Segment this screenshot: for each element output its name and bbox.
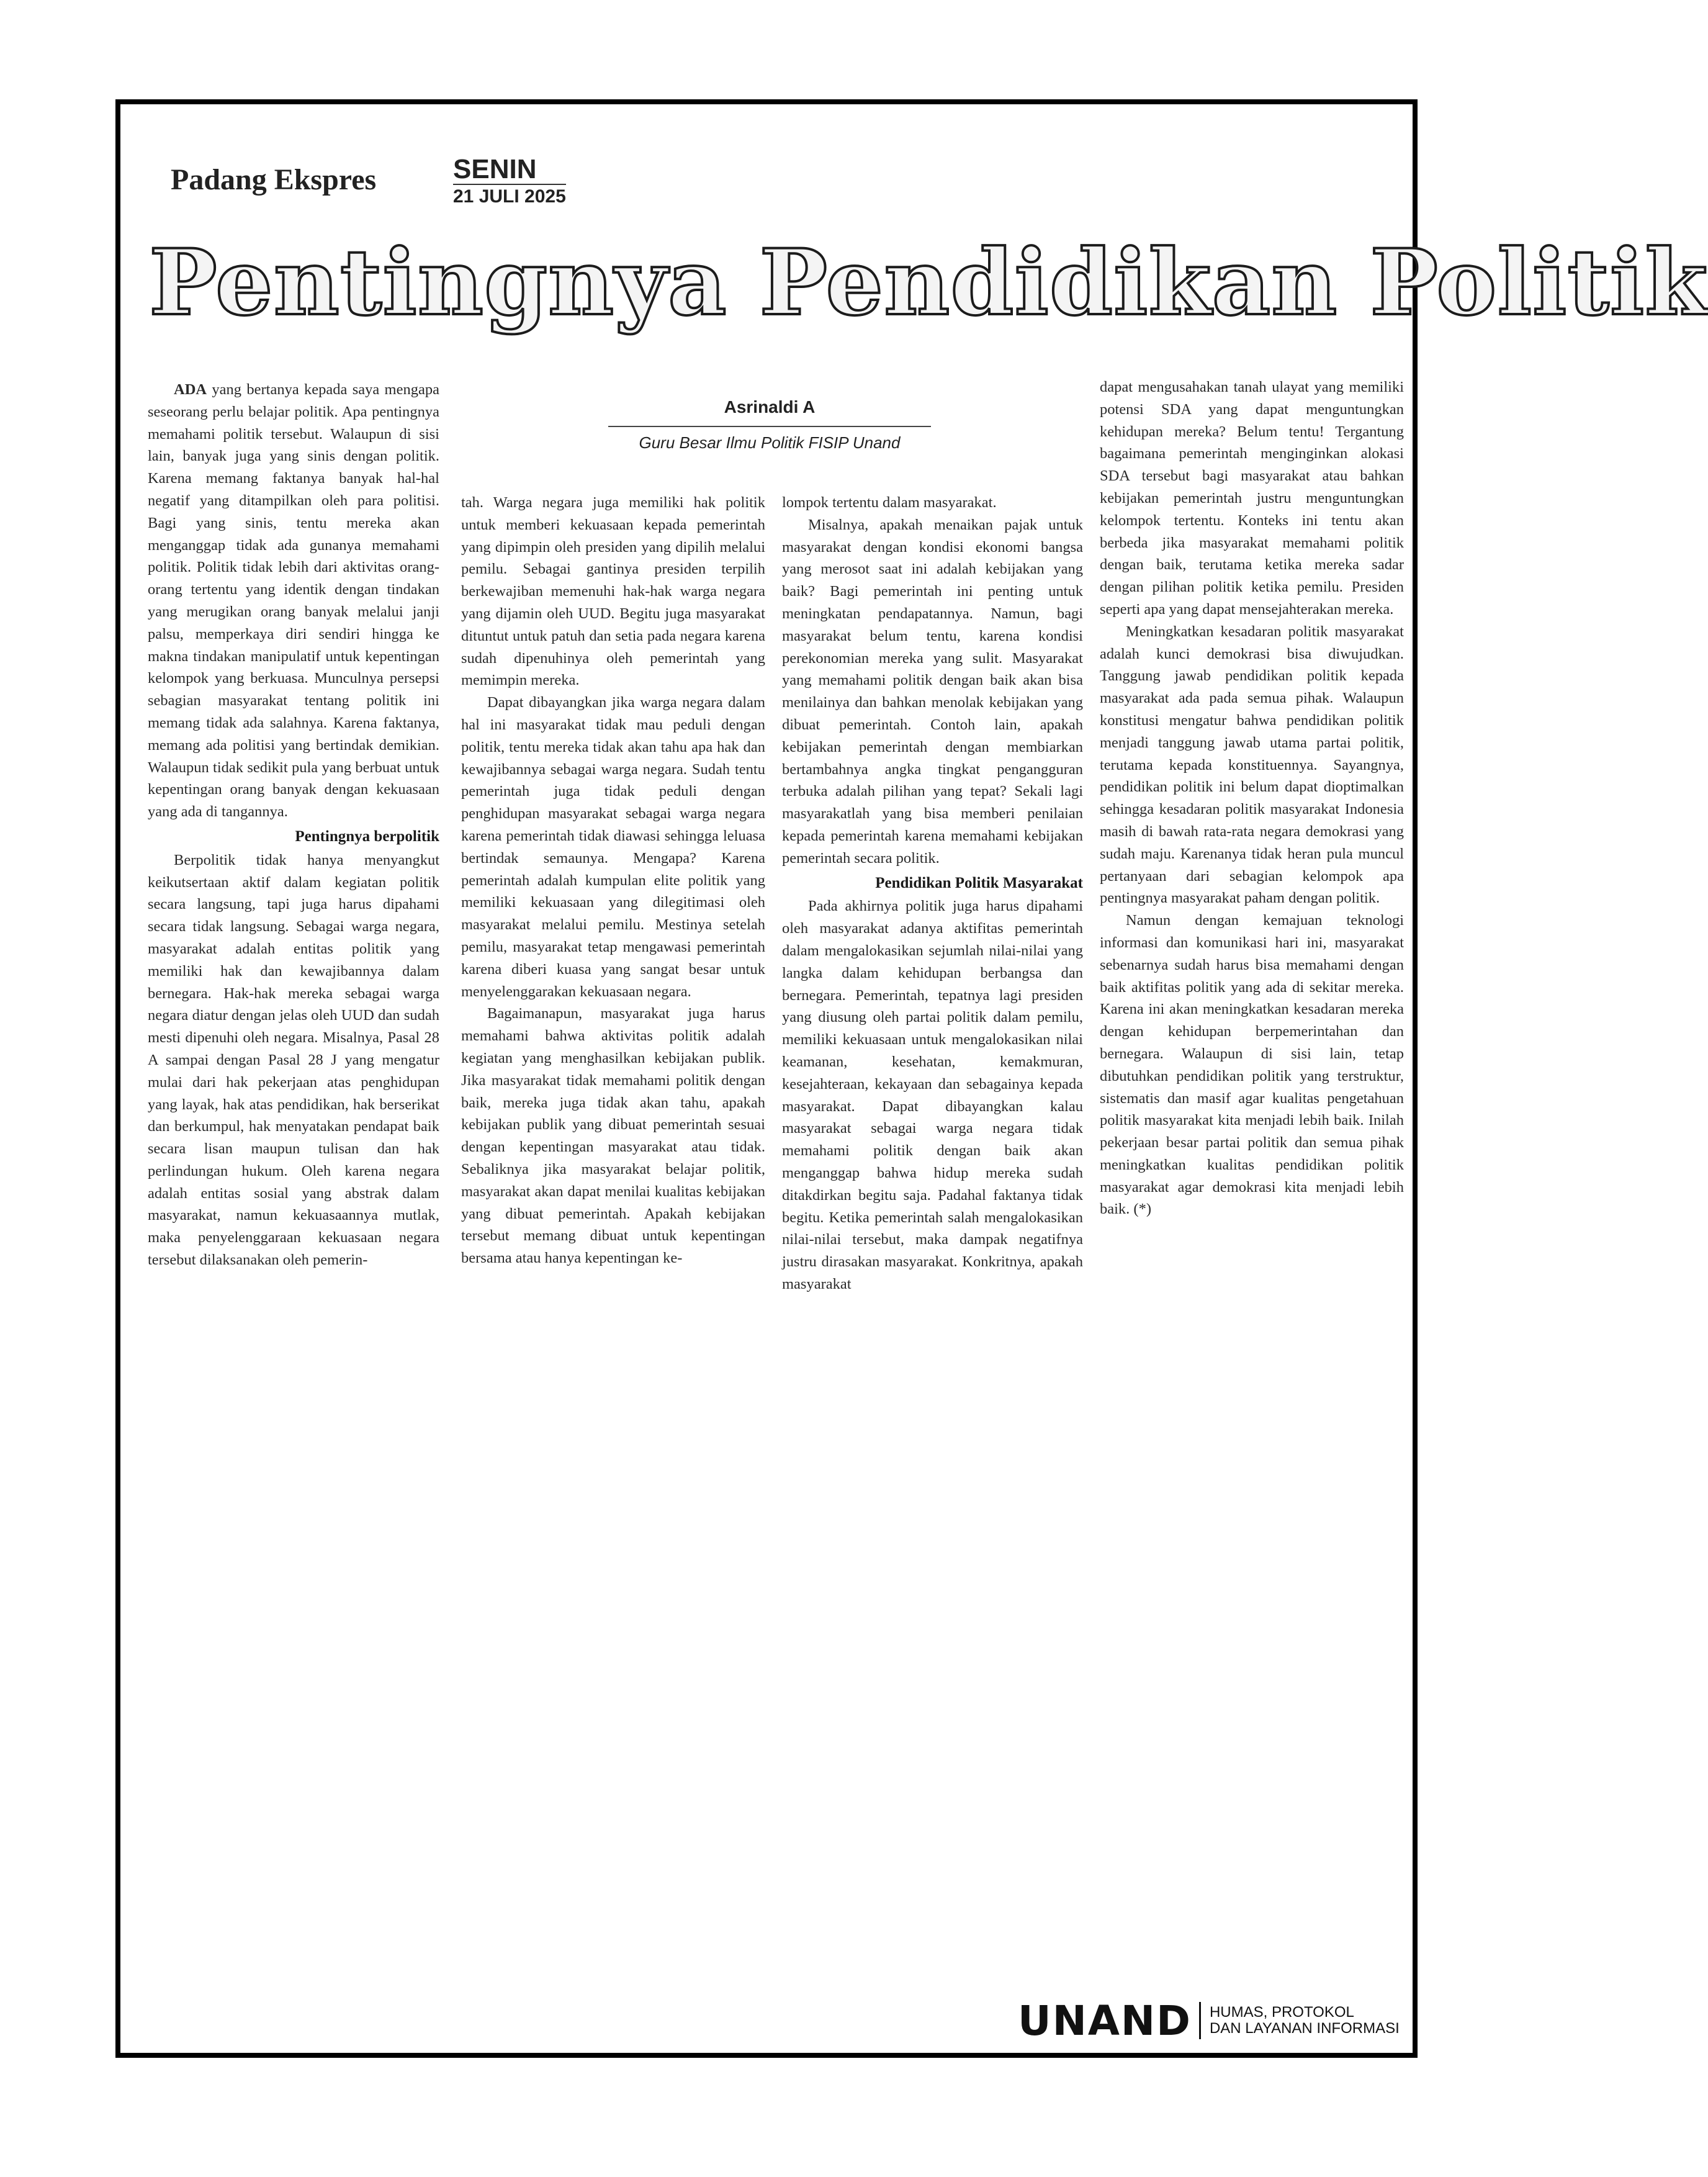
unand-logo: UNAND (1018, 1996, 1192, 2045)
footer-branding (1018, 1996, 1400, 2045)
byline (608, 397, 931, 453)
author-role: Guru Besar Ilmu Politik FISIP Unand (608, 426, 931, 453)
paragraph: Berpolitik tidak hanya menyangkut keikutsertaan aktif dalam kegiatan politik secara langsung, tapi juga harus dipahami secara tidak langsung. Sebagai warga negara, masyarakat adalah entitas politik yang memiliki hak dan kewajibannya dalam bernegara. Hak-hak mereka sebagai warga negara diatur dengan jelas oleh UUD dan sudah mesti dipenuhi oleh negara. Misalnya, Pasal 28 A sampai dengan Pasal 28 J yang mengatur mulai dari hak pekerjaan atas penghidupan yang layak, hak atas pendidikan, hak berserikat dan berkumpul, hak menyatakan pendapat baik secara lisan maupun tulisan dan hak perlindungan hukum. Oleh karena negara adalah entitas sosial yang abstrak dalam masyarakat, namun kekuasaannya mutlak, maka penyelenggaraan kekuasaan negara tersebut dilaksanakan oleh pemerin- (148, 851, 439, 1269)
paragraph: Bagaimanapun, masyarakat juga harus memahami bahwa aktivitas politik adalah kegiatan yang menghasilkan kebijakan publik. Jika masyarakat tidak memahami politik dengan baik, mereka juga tidak akan tahu, apakah kebijakan publik yang dibuat pemerintah sesuai dengan kepentingan masyarakat atau tidak. Sebaliknya jika masyarakat belajar politik, masyarakat akan dapat menilai kualitas kebijakan yang dibuat pemerintah. Apakah kebijakan tersebut memang dibuat untuk kepentingan bersama atau hanya kepentingan ke- (461, 1005, 765, 1267)
footer-divider (1199, 2002, 1201, 2039)
paragraph: Misalnya, apakah menaikan pajak untuk masyarakat dengan kondisi ekonomi bangsa yang merosot saat ini adalah kebijakan yang baik? Bagi pemerintah ini penting untuk meningkatan pendapatannya. Namun, bagi masyarakat belum tentu, karena kondisi perekonomian mereka yang sulit. Masyarakat yang memahami politik dengan baik akan bisa menilainya dan bahkan menolak kebijakan yang dibuat pemerintah. Contoh lain, apakah kebijakan pemerintah dengan membiarkan bertambahnya angka tingkat pengangguran terbuka adalah pilihan yang tepat? Sekali lagi masyarakatlah yang bisa memberi penilaian kepada pemerintah karena memahami kebijakan pemerintah secara politik. (782, 516, 1083, 867)
footer-unit-line1: HUMAS, PROTOKOL (1209, 2004, 1354, 2021)
paragraph: Dapat dibayangkan jika warga negara dalam hal ini masyarakat tidak mau peduli dengan politik, tentu mereka tidak akan tahu apa hak dan kewajibannya sebagai warga negara. Sudah tentu pemerintah juga tidak peduli dengan penghidupan masyarakat sebagai warga negara karena pemerintah tidak diawasi sehingga leluasa bertindak semaunya. Mengapa? Karena pemerintah adalah kumpulan elite politik yang memiliki kekuasaan yang dilegitimasi oleh masyarakat melalui pemilu. Mestinya setelah pemilu, masyarakat tetap mengawasi pemerintah karena diberi kuasa yang sangat besar untuk menyelenggarakan kekuasaan negara. (461, 694, 765, 1000)
paragraph: Meningkatkan kesadaran politik masyarakat adalah kunci demokrasi bisa diwujudkan. Tanggung jawab pendidikan politik kepada masyarakat ada pada semua pihak. Walaupun konstitusi mengatur bahwa pendidikan politik menjadi tanggung jawab utama partai politik, terutama kepada konstituennya. Sayangnya, pendidikan politik ini belum dapat dioptimalkan sehingga kesadaran politik masyarakat Indonesia masih di bawah rata-rata negara demokrasi yang sudah maju. Karenanya tidak heran pula muncul pertanyaan dari sebagian kelompok apa pentingnya masyarakat paham dengan politik. (1100, 623, 1404, 907)
article-column-1 (148, 379, 439, 1271)
headline: Pentingnya Pendidikan Politik (149, 230, 1708, 336)
paragraph: Pada akhirnya politik juga harus dipahami oleh masyarakat adanya aktifitas pemerintah dalam mengalokasikan sejumlah nilai-nilai yang langka dalam kehidupan berbangsa dan bernegara. Pemerintah, tepatnya lagi presiden yang diusung oleh partai politik dalam pemilu, memiliki kekuasaan untuk mengalokasikan nilai keamanan, kesehatan, kemakmuran, kesejahteraan, kekayaan dan sebagainya kepada masyarakat. Dapat dibayangkan kalau masyarakat sebagai warga negara tidak memahami politik dengan baik akan menganggap bahwa hidup mereka sudah ditakdirkan begitu saja. Padahal faktanya tidak begitu. Ketika pemerintah salah mengalokasikan nilai-nilai tersebut, maka dampak negatifnya justru dirasakan masyarakat. Konkritnya, apakah masyarakat (782, 898, 1083, 1292)
paragraph-text: yang bertanya kepada saya mengapa seseorang perlu belajar politik. Apa pentingnya memahami politik tersebut. Walaupun di sisi lain, banyak juga yang sinis dengan politik. Karena memang faktanya banyak hal-hal negatif yang ditampilkan oleh para politisi. Bagi yang sinis, tentu mereka akan menganggap tidak ada gunanya memahami politik. Politik tidak lebih dari aktivitas orang-orang tertentu yang identik dengan tindakan yang merugikan orang banyak melalui janji palsu, memperkaya diri sendiri hingga ke makna tindakan manipulatif untuk kepentingan kelompok yang berkuasa. Munculnya persepsi sebagian masyarakat tentang politik ini memang tidak ada salahnya. Karena faktanya, memang ada politisi yang bertindak demikian. Walaupun tidak sedikit pula yang berbuat untuk kepentingan orang banyak dengan kekuasaan yang ada di tangannya. (148, 381, 439, 821)
date-block (453, 155, 566, 207)
day-label: SENIN (453, 154, 537, 184)
footer-unit (1210, 2004, 1400, 2037)
author-name: Asrinaldi A (724, 397, 816, 417)
article-column-4 (1100, 376, 1404, 1220)
paragraph: Namun dengan kemajuan teknologi informasi dan komunikasi hari ini, masyarakat sebenarnya sudah harus bisa memahami dengan baik aktifitas politik yang ada di sekitar mereka. Karena ini akan meningkatkan kesadaran mereka dengan kehidupan berpemerintahan dan bernegara. Walaupun di sisi lain, tetap dibutuhkan pendidikan politik yang terstruktur, sistematis dan masif agar kualitas pengetahuan politik masyarakat kita menjadi lebih baik. Inilah pekerjaan besar partai politik dan semua pihak meningkatkan kualitas pendidikan politik masyarakat agar demokrasi kita menjadi lebih baik. (*) (1100, 912, 1404, 1218)
publication-name: Padang Ekspres (171, 163, 377, 196)
article-column-3 (782, 492, 1083, 1296)
paragraph: lompok tertentu dalam masyarakat. (782, 494, 997, 511)
date-label: 21 JULI 2025 (453, 184, 566, 207)
article-column-2 (461, 492, 765, 1269)
paragraph: dapat mengusahakan tanah ulayat yang memiliki potensi SDA yang dapat menguntungkan kehidupan mereka? Belum tentu! Tergantung bagaimana pemerintah menginginkan alokasi SDA tersebut bagi masyarakat atau bahkan kebijakan pemerintah justru menguntungkan kelompok tertentu. Konteks ini tentu akan berbeda jika masyarakat memahami politik dengan baik, terutama ketika mereka sadar dengan pilihan politik ketika pemilu. Presiden seperti apa yang dapat mensejahterakan mereka. (1100, 379, 1404, 618)
paragraph: tah. Warga negara juga memiliki hak politik untuk memberi kekuasaan kepada pemerintah yang dipimpin oleh presiden yang dipilih melalui pemilu. Sebagai gantinya presiden terpilih berkewajiban memenuhi hak-hak warga negara yang dijamin oleh UUD. Begitu juga masyarakat dituntut untuk patuh dan setia pada negara karena sudah dipenuhinya oleh pemerintah yang memimpin mereka. (461, 494, 765, 689)
subheading: Pendidikan Politik Masyarakat (875, 874, 1083, 891)
paragraph (148, 379, 439, 823)
footer-unit-line2: DAN LAYANAN INFORMASI (1209, 2020, 1400, 2037)
subheading: Pentingnya berpolitik (295, 827, 439, 845)
lead-word: ADA (174, 381, 207, 398)
